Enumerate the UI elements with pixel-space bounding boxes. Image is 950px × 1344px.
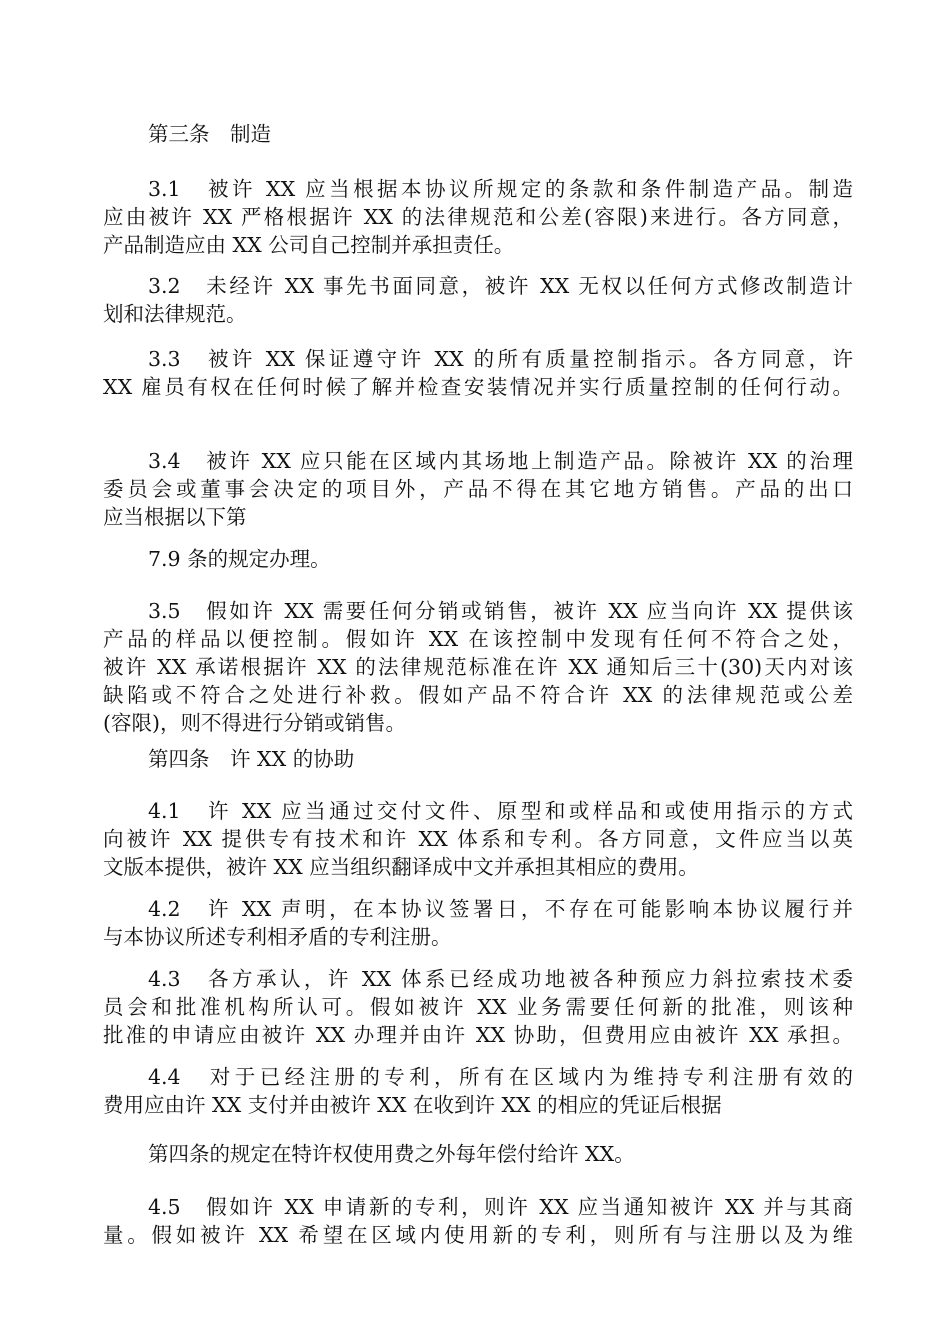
heading-line: 第四条 许 XX 的协助: [148, 747, 355, 771]
clause-4-2: [103, 895, 853, 951]
clause-4-5: [103, 1193, 853, 1249]
paragraph-line: 4.3 各方承认，许 XX 体系已经成功地被各种预应力斜拉索技术委: [148, 967, 853, 991]
clause-4-4: [103, 1063, 853, 1119]
paragraph-line: 第四条的规定在特许权使用费之外每年偿付给许 XX。: [148, 1142, 635, 1166]
paragraph-line: 量。假如被许 XX 希望在区域内使用新的专利，则所有与注册以及为维: [103, 1223, 853, 1247]
article-4-heading: [103, 745, 853, 773]
paragraph-line: 3.1 被许 XX 应当根据本协议所规定的条款和条件制造产品。制造: [148, 177, 853, 201]
paragraph-line: 4.4 对于已经注册的专利，所有在区域内为维持专利注册有效的: [148, 1065, 853, 1089]
clause-4-4-continuation: [103, 1140, 853, 1168]
paragraph-line: 批准的申请应由被许 XX 办理并由许 XX 协助，但费用应由被许 XX 承担。: [103, 1023, 853, 1047]
paragraph-line: 文版本提供，被许 XX 应当组织翻译成中文并承担其相应的费用。: [103, 855, 699, 879]
paragraph-line: 费用应由许 XX 支付并由被许 XX 在收到许 XX 的相应的凭证后根据: [103, 1093, 722, 1117]
paragraph-line: 产品的样品以便控制。假如许 XX 在该控制中发现有任何不符合之处，: [103, 627, 853, 651]
paragraph-line: (容限)，则不得进行分销或销售。: [103, 711, 406, 735]
paragraph-line: 产品制造应由 XX 公司自己控制并承担责任。: [103, 233, 515, 257]
paragraph-line: 3.5 假如许 XX 需要任何分销或销售，被许 XX 应当向许 XX 提供该: [148, 599, 853, 623]
clause-4-3: [103, 965, 853, 1049]
paragraph-line: 向被许 XX 提供专有技术和许 XX 体系和专利。各方同意，文件应当以英: [103, 827, 853, 851]
article-3-heading: [103, 120, 853, 148]
paragraph-line: 应由被许 XX 严格根据许 XX 的法律规范和公差(容限)来进行。各方同意，: [103, 205, 853, 229]
paragraph-line: 3.4 被许 XX 应只能在区域内其场地上制造产品。除被许 XX 的治理: [148, 449, 853, 473]
clause-3-3: [103, 345, 853, 401]
paragraph-line: 应当根据以下第: [103, 505, 247, 529]
paragraph-line: 被许 XX 承诺根据许 XX 的法律规范标准在许 XX 通知后三十(30)天内对该: [103, 655, 853, 679]
paragraph-line: 划和法律规范。: [103, 302, 247, 326]
heading-line: 第三条 制造: [148, 122, 271, 146]
paragraph-line: 4.1 许 XX 应当通过交付文件、原型和或样品和或使用指示的方式: [148, 799, 853, 823]
clause-3-1: [103, 175, 853, 259]
paragraph-line: 缺陷或不符合之处进行补救。假如产品不符合许 XX 的法律规范或公差: [103, 683, 853, 707]
clause-3-4: [103, 447, 853, 531]
paragraph-line: 委员会或董事会决定的项目外，产品不得在其它地方销售。产品的出口: [103, 477, 853, 501]
clause-7-9-reference: [103, 545, 853, 573]
clause-3-5: [103, 597, 853, 737]
clause-3-2: [103, 272, 853, 328]
paragraph-line: 与本协议所述专利相矛盾的专利注册。: [103, 925, 452, 949]
paragraph-line: 7.9 条的规定办理。: [148, 547, 331, 571]
paragraph-line: 员会和批准机构所认可。假如被许 XX 业务需要任何新的批准，则该种: [103, 995, 853, 1019]
paragraph-line: 4.2 许 XX 声明，在本协议签署日，不存在可能影响本协议履行并: [148, 897, 853, 921]
clause-4-1: [103, 797, 853, 881]
paragraph-line: XX 雇员有权在任何时候了解并检查安装情况并实行质量控制的任何行动。: [103, 375, 853, 399]
paragraph-line: 4.5 假如许 XX 申请新的专利，则许 XX 应当通知被许 XX 并与其商: [148, 1195, 853, 1219]
paragraph-line: 3.2 未经许 XX 事先书面同意，被许 XX 无权以任何方式修改制造计: [148, 274, 853, 298]
paragraph-line: 3.3 被许 XX 保证遵守许 XX 的所有质量控制指示。各方同意，许: [148, 347, 853, 371]
